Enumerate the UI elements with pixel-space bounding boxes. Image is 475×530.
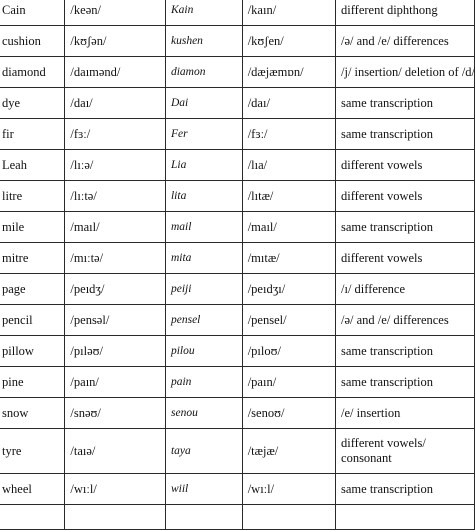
difference-cell: different diphthong (336, 0, 475, 26)
difference-cell: same transcription (336, 212, 475, 243)
word-cell: tyre (0, 429, 65, 474)
table-row (0, 474, 475, 505)
difference-cell: different vowels (336, 243, 475, 274)
word-transcription-cell: /paın/ (65, 367, 166, 398)
table-row (0, 57, 475, 88)
word-cell: diamond (0, 57, 65, 88)
difference-cell: /e/ insertion (336, 398, 475, 429)
spelling-transcription-cell: /peıdʒı/ (242, 274, 335, 305)
word-cell: page (0, 274, 65, 305)
word-cell: pillow (0, 336, 65, 367)
word-transcription-cell: /lıːə/ (65, 150, 166, 181)
spelling-transcription-cell: /pıloʊ/ (242, 336, 335, 367)
table-row (0, 336, 475, 367)
spelling-transcription-cell: /dæjæmɒn/ (242, 57, 335, 88)
word-cell: dye (0, 88, 65, 119)
spelling-cell: mail (165, 212, 242, 243)
word-transcription-cell: /peıdʒ/ (65, 274, 166, 305)
word-transcription-cell: /lıːtə/ (65, 181, 166, 212)
table-row (0, 0, 475, 26)
word-cell: snow (0, 398, 65, 429)
spelling-cell: diamon (165, 57, 242, 88)
word-transcription-cell (65, 505, 166, 530)
difference-cell: /ə/ and /e/ differences (336, 305, 475, 336)
table-row (0, 367, 475, 398)
difference-cell: different vowels (336, 150, 475, 181)
spelling-transcription-cell: /senoʊ/ (242, 398, 335, 429)
difference-cell: /j/ insertion/ deletion of /d/ (336, 57, 475, 88)
word-cell: mitre (0, 243, 65, 274)
spelling-cell: pain (165, 367, 242, 398)
spelling-cell: peiji (165, 274, 242, 305)
spelling-transcription-cell: /lıtæ/ (242, 181, 335, 212)
word-transcription-cell: /maıl/ (65, 212, 166, 243)
difference-cell: same transcription (336, 88, 475, 119)
difference-cell: different vowels/ consonant (336, 429, 475, 474)
word-transcription-cell: /daı/ (65, 88, 166, 119)
spelling-cell: Fer (165, 119, 242, 150)
spelling-cell: Lia (165, 150, 242, 181)
table-row (0, 243, 475, 274)
table-row (0, 398, 475, 429)
word-cell: Leah (0, 150, 65, 181)
word-transcription-cell: /snəʊ/ (65, 398, 166, 429)
spelling-cell: Kain (165, 0, 242, 26)
table-row (0, 150, 475, 181)
spelling-cell: wiil (165, 474, 242, 505)
difference-cell: same transcription (336, 119, 475, 150)
table-row (0, 429, 475, 474)
spelling-transcription-cell: /fɜː/ (242, 119, 335, 150)
spelling-cell: mita (165, 243, 242, 274)
spelling-transcription-cell: /mıtæ/ (242, 243, 335, 274)
word-cell (0, 505, 65, 530)
word-transcription-cell: /keən/ (65, 0, 166, 26)
spelling-cell: pensel (165, 305, 242, 336)
spelling-transcription-cell: /tæjæ/ (242, 429, 335, 474)
word-transcription-cell: /taıə/ (65, 429, 166, 474)
table-row (0, 119, 475, 150)
word-cell: mile (0, 212, 65, 243)
word-cell: pine (0, 367, 65, 398)
spelling-transcription-cell: /maıl/ (242, 212, 335, 243)
difference-cell: different vowels (336, 181, 475, 212)
spelling-transcription-cell: /pensel/ (242, 305, 335, 336)
word-transcription-cell: /daımənd/ (65, 57, 166, 88)
table-row (0, 88, 475, 119)
word-cell: fir (0, 119, 65, 150)
difference-cell: /ı/ difference (336, 274, 475, 305)
spelling-cell: lita (165, 181, 242, 212)
spelling-transcription-cell: /lıa/ (242, 150, 335, 181)
spelling-transcription-cell: /wıːl/ (242, 474, 335, 505)
word-transcription-cell: /fɜː/ (65, 119, 166, 150)
difference-cell: /ə/ and /e/ differences (336, 26, 475, 57)
word-transcription-cell: /wıːl/ (65, 474, 166, 505)
difference-cell: same transcription (336, 367, 475, 398)
spelling-cell: pilou (165, 336, 242, 367)
difference-cell (336, 505, 475, 530)
spelling-transcription-cell: /paın/ (242, 367, 335, 398)
word-cell: wheel (0, 474, 65, 505)
table-row (0, 181, 475, 212)
word-cell: cushion (0, 26, 65, 57)
table-row (0, 505, 475, 530)
word-transcription-cell: /kʊʃən/ (65, 26, 166, 57)
word-cell: litre (0, 181, 65, 212)
table-row (0, 305, 475, 336)
spelling-cell: kushen (165, 26, 242, 57)
spelling-cell: Dai (165, 88, 242, 119)
spelling-cell (165, 505, 242, 530)
spelling-transcription-cell (242, 505, 335, 530)
word-cell: Cain (0, 0, 65, 26)
spelling-transcription-cell: /kaın/ (242, 0, 335, 26)
word-transcription-cell: /mıːtə/ (65, 243, 166, 274)
difference-cell: same transcription (336, 336, 475, 367)
table-row (0, 26, 475, 57)
spelling-transcription-cell: /kʊʃen/ (242, 26, 335, 57)
spelling-transcription-cell: /daı/ (242, 88, 335, 119)
word-transcription-cell: /pıləʊ/ (65, 336, 166, 367)
word-transcription-cell: /pensəl/ (65, 305, 166, 336)
table-row (0, 274, 475, 305)
spelling-cell: senou (165, 398, 242, 429)
difference-cell: same transcription (336, 474, 475, 505)
spelling-cell: taya (165, 429, 242, 474)
word-cell: pencil (0, 305, 65, 336)
table-row (0, 212, 475, 243)
